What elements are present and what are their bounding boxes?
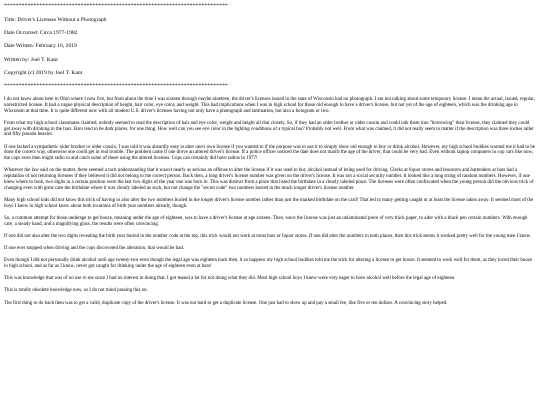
date-occurred: Date Occurred: Circa 1977-1982 [4,30,78,37]
author-line: Written by: Joel T. Kant [4,56,58,63]
separator-bottom: **************************************************************************** [4,82,228,89]
document-body [4,97,536,307]
date-written: Date Written: February 16, 2019 [4,43,77,50]
body-paragraph: From what my high school classmates claimed, nobody seemed to read the description of hair and eye color, weight and height all that closely. So, if they had an older brother or older cousin and could talk them into "borrowing" their license, they claimed they could get away with drinking in the bars. Bars tend to be dark places, for one thing. How well can you see eye color in the lighting conditions of a typical bar? Probably not well. From what was claimed, it did not really seem to matter if the description was three inches taller and fifty pounds heavier. [4,120,534,138]
copyright-line: Copyright (c) 2019 by Joel T. Kant [4,69,83,76]
document-title: Title: Driver's Licenses Without a Photograph [4,17,107,23]
body-paragraph: If one did not also alter the two digits revealing the birth year buried in the number code at the top, this trick would not work at most bars or liquor stores. If one did alter the numbers in both places, then this trick seems it worked pretty well for the young men I knew. [4,234,532,240]
body-paragraph: So, a common attempt for those underage to get booze, meaning under the age of eighteen, was to have a driver's license at age sixteen. Then, since the license was just an unlaminated piece of very thick paper, to alter with a black pen certain numbers. With enough care, a steady hand, and a magnifying glass, the results were often convincing. [4,216,528,227]
body-paragraph: This was knowledge that was of no use to me since I had no interest in doing that. I got teased a lot for not doing what they did. Most high school boys I knew were very eager to have alcohol well before the legal age of eighteen. [4,276,456,282]
body-paragraph: If one ever stopped when driving and the cops discovered the alteration, that would be bad. [4,246,185,252]
separator-top: **************************************************************************** [4,3,228,9]
document-header [4,17,536,77]
body-paragraph: I do not know about here in Ohio where I now live, but from about the time I was sixteen through maybe nineteen, the driver's licenses issued in the state of Wisconsin had no photograph. I am not talking about some temporary license. I mean the actual, issued, regular, unrestricted license. It had a vague physical description of height, hair color, eye color, and weight. This had implications when I was in high school for those old enough to have a driver's license, but not yet of the age of eighteen, which was the drinking age in Wisconsin at that time. It is quite different now with all modern U.S. driver's licenses having not only have a photograph and lamination, but also a hologram or two. [4,96,535,114]
body-paragraph: Many high school kids did not know this trick of having to also alter the two numbers buried in the longer driver's license number rather than just the marked birthdate on the card! That led to many getting caught or at least the license taken away. It seemed most of the boys I knew in high school knew about both locations of birth year numbers already, though. [4,198,534,209]
body-paragraph: Even though I did not personally drink alcohol until age twenty-two even though the legal age was eighteen back then, it so happens my high school buddies told me the trick for altering a license to get booze. It seemed to work well for them, as they loved their booze in high school, and as far as I know, never got caught for drinking under the age of eighteen even at bars! [4,258,533,270]
body-paragraph: Whatever the law said on the matter, there seemed a tacit understanding that it wasn't nearly as serious an offense to alter the license if it was used to buy alcohol instead of being used for driving. Clerks at liquor stores and bouncers and bartenders at bars had a reputation of not returning licenses if they believed it did not belong to the correct person. Back then, a long driver's license number was given on the driver's license. It was not a social security number. It looked like a long string of random numbers. However, if one knew where to look, two digits in a certain position were the last two digits of the year one was born in. This was distinct from a place that listed the birthdate in a clearly labeled place. The licenses were often confiscated when the young person did the obvious trick of changing even with great care the birthdate where it was clearly labeled as such, but not change the "secret code" two numbers buried in the much longer driver's license number. [4,168,534,191]
body-paragraph: This is totally obsolete knowledge now, so I do not mind passing this on. [4,288,148,294]
body-paragraph: The first thing to do back then was to get a valid, duplicate copy of the driver's license. It was not hard to get a duplicate license. One just had to show up and pay a small fee, like five or ten dollars. A convincing story helped. [4,300,448,306]
body-paragraph: If one lacked a sympathetic older brother or older cousin, I was told it was absurdly easy to alter one's own license if you wanted to if the purpose was to use it to simply show old enough to buy or drink alcohol. However, my high school buddies warned me it had to be done the correct way, otherwise one could get in real trouble. The problem came if one drove an altered driver's license. If a police officer noticed the date does not match the age of the driver, that could be very bad. Even without laptop computers in cop cars like now, the cops even then might radio in and catch some of those using the altered licenses. Cops can certainly did have radios in 1977! [4,144,536,162]
